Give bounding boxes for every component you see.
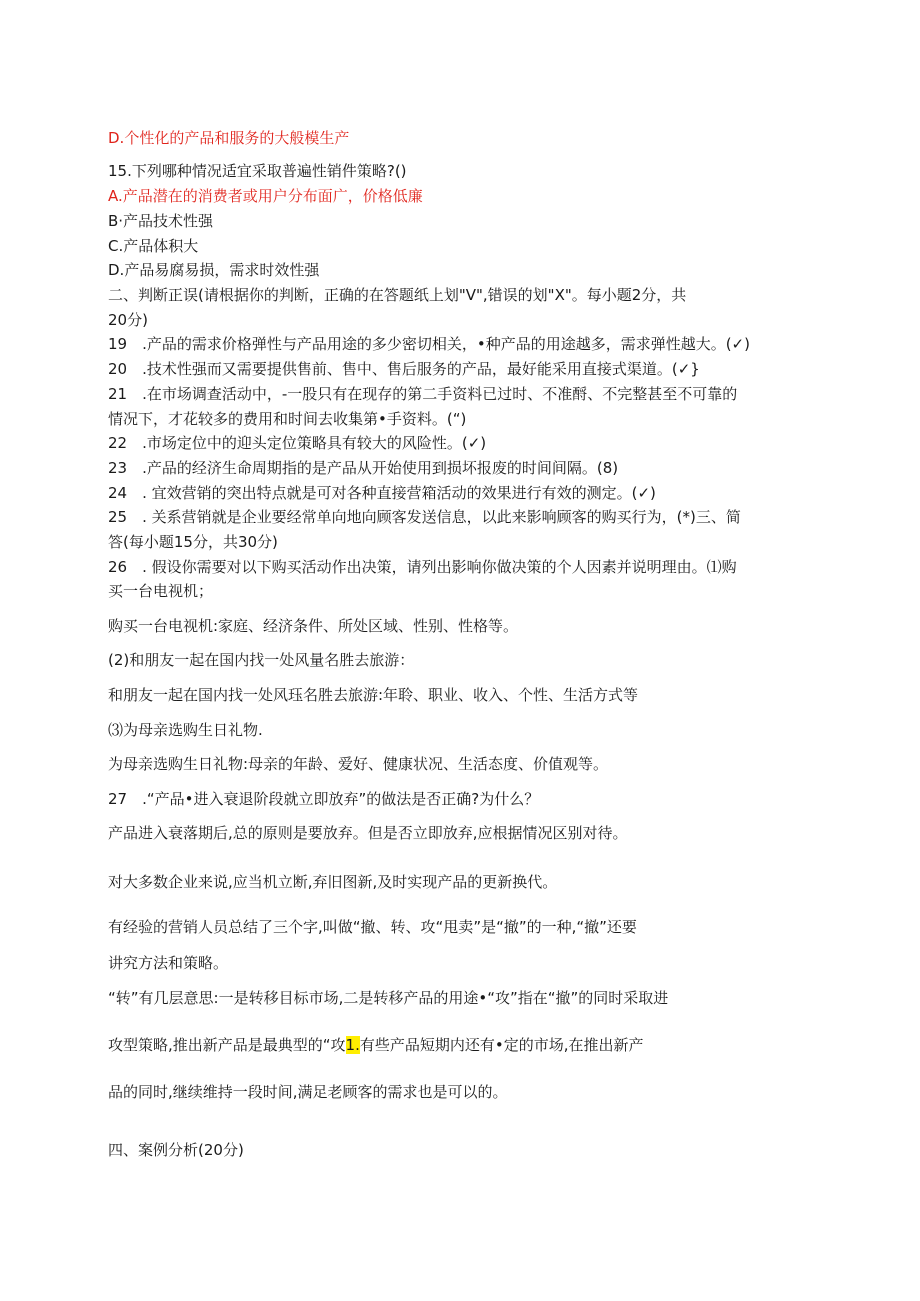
option-c-q15: C.产品体积大 — [108, 237, 199, 255]
question-27: 27 .“产品•进入衰退阶段就立即放弃”的做法是否正确?为什么？ — [108, 790, 540, 808]
section-2-heading: 二、判断正误(请根据你的判断，正确的在答题纸上划"V",错误的划"X"。每小题2分，共 — [108, 286, 687, 304]
answer-26-1: 购买一台电视机:家庭、经济条件、所处区域、性别、性格等。 — [108, 617, 519, 635]
question-26-3: ⑶为母亲选购生日礼物. — [108, 721, 263, 739]
section-4-heading: 四、案例分析(20分) — [108, 1141, 244, 1159]
answer-27-p4-end: 品的同时,继续维持一段时间,满足老顾客的需求也是可以的。 — [108, 1083, 508, 1101]
question-26-2: (2)和朋友一起在国内找一处风量名胜去旅游： — [108, 651, 415, 669]
answer-26-3: 为母亲选购生日礼物:母亲的年龄、爱好、健康状况、生活态度、价值观等。 — [108, 755, 609, 773]
highlighted-number: 1. — [345, 1036, 360, 1054]
answer-27-p1: 产品进入衰落期后,总的原则是要放弃。但是否立即放弃,应根据情况区别对待。 — [108, 824, 628, 842]
answer-27-p3-cont: 讲究方法和策略。 — [108, 954, 229, 972]
option-a-q15: A.产品潜在的消费者或用户分布面广，价格低廉 — [108, 187, 423, 205]
question-19: 19 .产品的需求价格弹性与产品用途的多少密切相关，•种产品的用途越多，需求弹性越大。(✓) — [108, 335, 750, 353]
answer-27-p3: 有经验的营销人员总结了三个字,叫做“撤、转、攻“甩卖”是“撤”的一种,“撤”还要 — [108, 918, 637, 936]
option-b-q15: B·产品技术性强 — [108, 212, 214, 230]
section-2-heading-cont: 20分) — [108, 311, 148, 329]
answer-27-p4: “转”有几层意思:一是转移目标市场,二是转移产品的用途•“攻”指在“撤”的同时采取进 — [108, 989, 669, 1007]
line-text-after: 有些产品短期内还有•定的市场,在推出新产 — [359, 1036, 644, 1054]
question-21: 21 .在市场调查活动中，-一股只有在现存的第二手资料已过时、不准酹、不完整甚至不可靠的 — [108, 385, 738, 403]
option-d-q15: D.产品易腐易损，需求时效性强 — [108, 261, 320, 279]
answer-27-p4-cont — [108, 1035, 643, 1055]
question-21-cont: 情况下，才花较多的费用和时间去收集第•手资料。(“) — [108, 410, 467, 428]
question-23: 23 .产品的经济生命周期指的是产品从开始使用到损坏报废的时间间隔。(8) — [108, 459, 619, 477]
question-24: 24 . 宜效营销的突出特点就是可对各种直接营箱活动的效果进行有效的测定。(✓) — [108, 484, 656, 502]
line-text-before: 攻型策略,推出新产品是最典型的“攻 — [108, 1036, 346, 1054]
answer-27-p2: 对大多数企业来说,应当机立断,弃旧图新,及时实现产品的更新换代。 — [108, 873, 558, 891]
answer-26-2: 和朋友一起在国内找一处风珏名胜去旅游:年聆、职业、收入、个性、生活方式等 — [108, 686, 639, 704]
question-20: 20 .技术性强而又需要提供售前、售中、售后服务的产品，最好能采用直接式渠道。(✓} — [108, 360, 700, 378]
option-d-q14: D.个性化的产品和服务的大般模生产 — [108, 129, 350, 147]
section-3-heading: 答(每小题15分，共30分) — [108, 533, 278, 551]
question-26: 26 . 假设你需要对以下购买活动作出决策，请列出影响你做决策的个人因素并说明理由。⑴购 — [108, 558, 737, 576]
question-26-cont: 买一台电视机； — [108, 582, 214, 600]
question-22: 22 .市场定位中的迎头定位策略具有较大的风险性。(✓) — [108, 434, 487, 452]
question-25: 25 . 关系营销就是企业要经常单向地向顾客发送信息，以此来影响顾客的购买行为，(*)三、简 — [108, 508, 741, 526]
question-15: 15.下列哪种情况适宜采取普遍性销件策略?() — [108, 162, 407, 180]
